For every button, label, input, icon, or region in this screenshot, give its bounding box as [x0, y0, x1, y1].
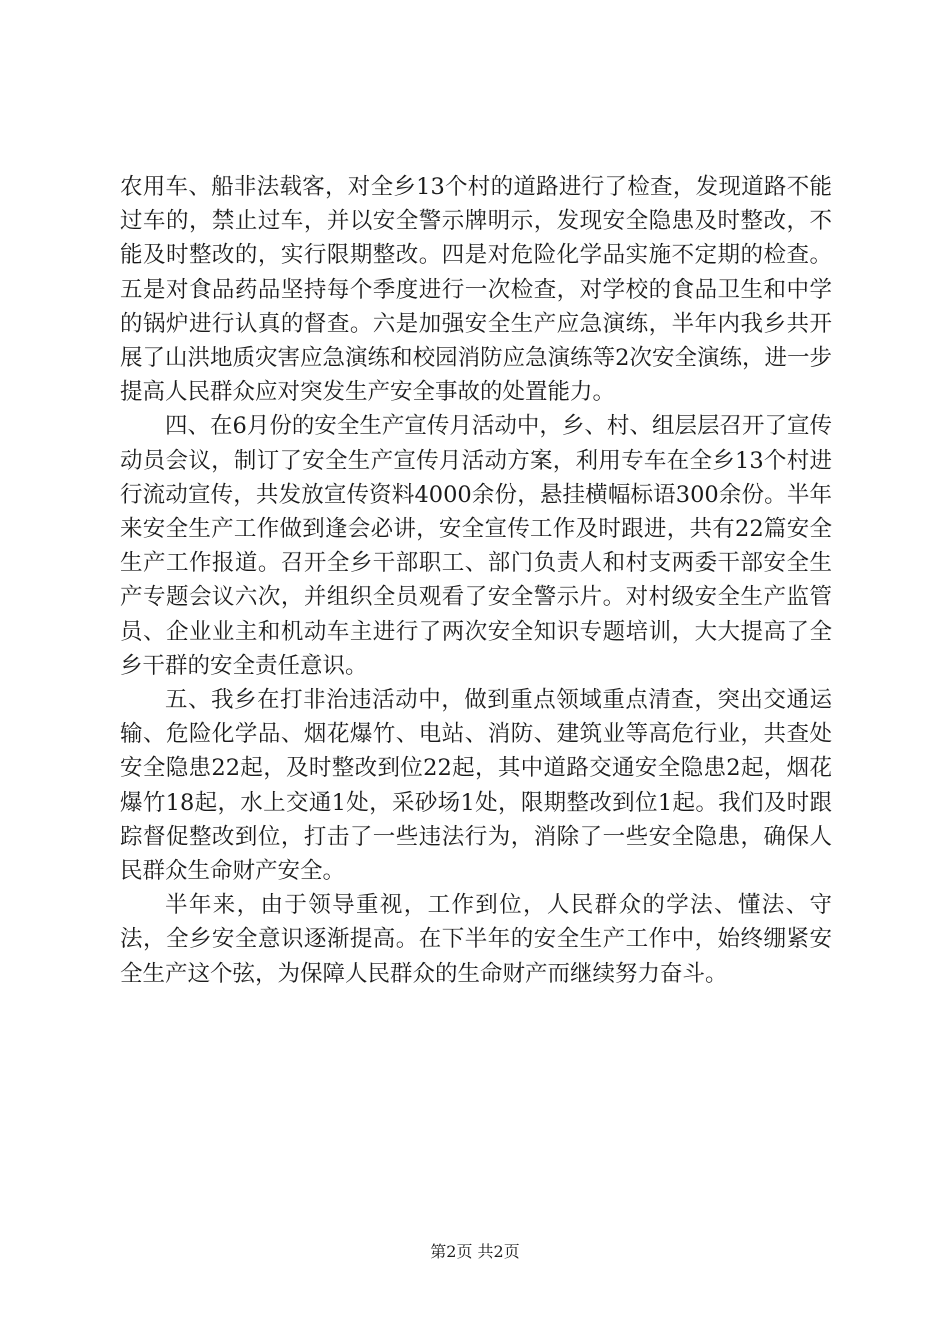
page-number-footer: 第2页 共2页 — [430, 1242, 520, 1261]
paragraph-2: 四、在6月份的安全生产宣传月活动中，乡、村、组层层召开了宣传动员会议，制订了安全生产宣传月活动方案，利用专车在全乡13个村进行流动宣传，共发放宣传资料4000余份，悬挂横幅标语300余份。半年来安全生产工作做到逢会必讲，安全宣传工作及时跟进，共有22篇安全生产工作报道。召开全乡干部职工、部门负责人和村支两委干部安全生产专题会议六次，并组织全员观看了安全警示片。对村级安全生产监管员、企业业主和机动车主进行了两次安全知识专题培训，大大提高了全乡干群的安全责任意识。 — [120, 413, 832, 679]
paragraph-4: 半年来，由于领导重视，工作到位，人民群众的学法、懂法、守法，全乡安全意识逐渐提高。在下半年的安全生产工作中，始终绷紧安全生产这个弦，为保障人民群众的生命财产而继续努力奋斗。 — [120, 892, 832, 987]
paragraph-3: 五、我乡在打非治违活动中，做到重点领域重点清查，突出交通运输、危险化学品、烟花爆竹、电站、消防、建筑业等高危行业，共查处安全隐患22起，及时整改到位22起，其中道路交通安全隐患2起，烟花爆竹18起，水上交通1处，采砂场1处，限期整改到位1起。我们及时跟踪督促整改到位，打击了一些违法行为，消除了一些安全隐患，确保人民群众生命财产安全。 — [120, 687, 832, 885]
document-body — [120, 170, 832, 991]
paragraph-1: 农用车、船非法载客，对全乡13个村的道路进行了检查，发现道路不能过车的，禁止过车，并以安全警示牌明示，发现安全隐患及时整改，不能及时整改的，实行限期整改。四是对危险化学品实施不定期的检查。五是对食品药品坚持每个季度进行一次检查，对学校的食品卫生和中学的锅炉进行认真的督查。六是加强安全生产应急演练，半年内我乡共开展了山洪地质灾害应急演练和校园消防应急演练等2次安全演练，进一步提高人民群众应对突发生产安全事故的处置能力。 — [120, 174, 832, 406]
